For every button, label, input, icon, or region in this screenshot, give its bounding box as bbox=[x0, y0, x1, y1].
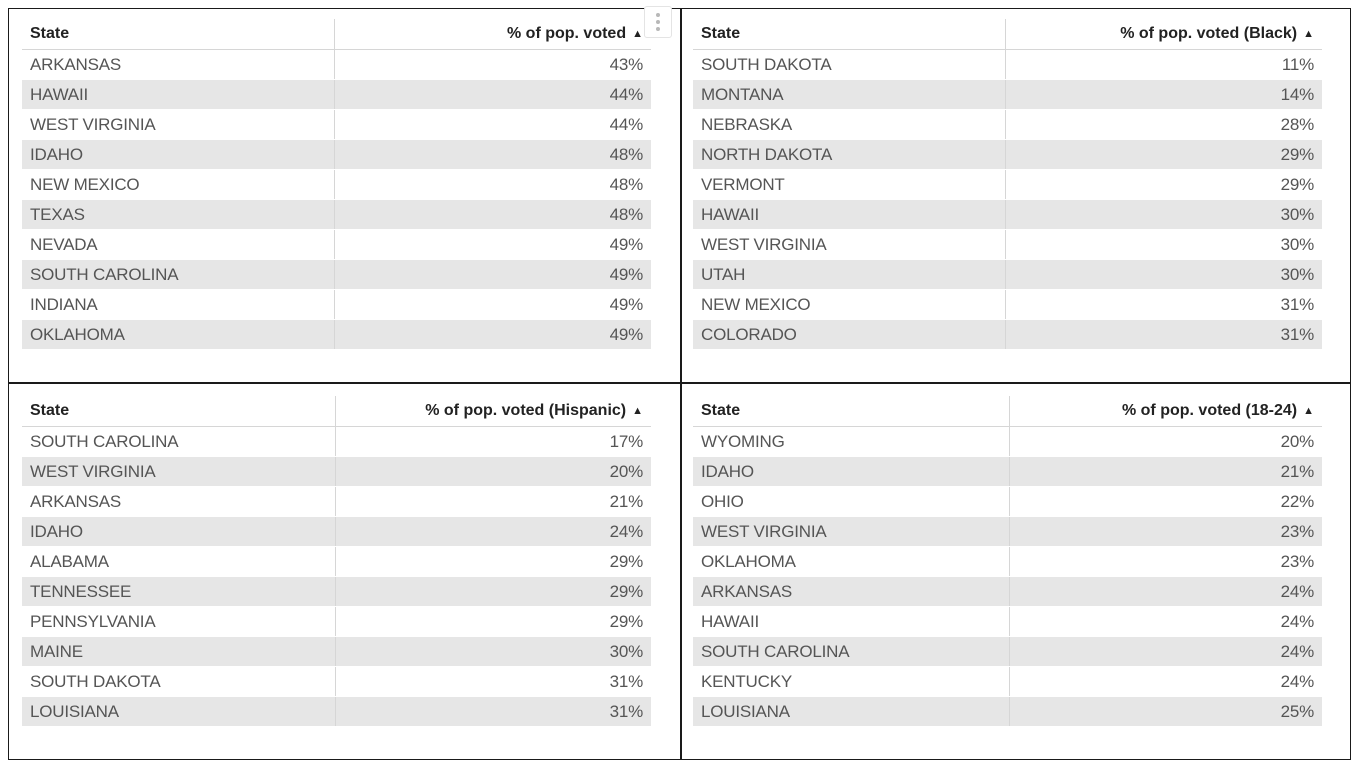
state-cell: MONTANA bbox=[693, 80, 1005, 110]
value-cell: 20% bbox=[335, 457, 651, 487]
data-table bbox=[22, 396, 651, 727]
state-cell: TEXAS bbox=[22, 200, 334, 230]
table-panel-18-24 bbox=[693, 396, 1322, 727]
vertical-divider bbox=[680, 9, 682, 759]
value-cell: 31% bbox=[1005, 320, 1322, 350]
value-cell: 24% bbox=[1009, 667, 1322, 697]
state-cell: WEST VIRGINIA bbox=[693, 517, 1009, 547]
state-cell: IDAHO bbox=[693, 457, 1009, 487]
table-row[interactable] bbox=[693, 457, 1322, 487]
value-cell: 31% bbox=[335, 697, 651, 727]
table-row[interactable] bbox=[22, 290, 651, 320]
table-row[interactable] bbox=[693, 110, 1322, 140]
value-cell: 25% bbox=[1009, 697, 1322, 727]
value-cell: 29% bbox=[335, 607, 651, 637]
table-row[interactable] bbox=[22, 260, 651, 290]
data-table bbox=[22, 19, 651, 350]
value-cell: 49% bbox=[334, 290, 651, 320]
value-cell: 30% bbox=[1005, 260, 1322, 290]
value-cell: 49% bbox=[334, 230, 651, 260]
state-cell: NEVADA bbox=[22, 230, 334, 260]
sort-ascending-icon[interactable]: ▲ bbox=[632, 405, 643, 417]
state-cell: LOUISIANA bbox=[693, 697, 1009, 727]
value-cell: 11% bbox=[1005, 50, 1322, 80]
column-header-label: % of pop. voted (Hispanic) bbox=[425, 402, 627, 419]
table-header-row bbox=[22, 19, 651, 50]
state-cell: WYOMING bbox=[693, 427, 1009, 457]
state-cell: ARKANSAS bbox=[693, 577, 1009, 607]
table-row[interactable] bbox=[693, 230, 1322, 260]
data-table bbox=[693, 19, 1322, 350]
table-row[interactable] bbox=[693, 80, 1322, 110]
state-cell: OKLAHOMA bbox=[693, 547, 1009, 577]
value-cell: 29% bbox=[1005, 170, 1322, 200]
value-cell: 44% bbox=[334, 110, 651, 140]
sort-ascending-icon[interactable]: ▲ bbox=[1303, 405, 1314, 417]
state-cell: OKLAHOMA bbox=[22, 320, 334, 350]
state-cell: VERMONT bbox=[693, 170, 1005, 200]
state-cell: LOUISIANA bbox=[22, 697, 335, 727]
state-cell: SOUTH DAKOTA bbox=[693, 50, 1005, 80]
state-cell: IDAHO bbox=[22, 140, 334, 170]
table-row[interactable] bbox=[22, 577, 651, 607]
table-row[interactable] bbox=[22, 200, 651, 230]
value-cell: 24% bbox=[1009, 577, 1322, 607]
state-cell: INDIANA bbox=[22, 290, 334, 320]
table-row[interactable] bbox=[693, 547, 1322, 577]
state-cell: UTAH bbox=[693, 260, 1005, 290]
table-row[interactable] bbox=[693, 487, 1322, 517]
table-panel-total bbox=[22, 19, 651, 350]
state-cell: KENTUCKY bbox=[693, 667, 1009, 697]
table-row[interactable] bbox=[693, 50, 1322, 80]
sort-ascending-icon[interactable]: ▲ bbox=[1303, 28, 1314, 40]
column-header-state[interactable]: State bbox=[22, 396, 335, 427]
state-cell: SOUTH DAKOTA bbox=[22, 667, 335, 697]
value-cell: 31% bbox=[1005, 290, 1322, 320]
value-cell: 43% bbox=[334, 50, 651, 80]
value-cell: 20% bbox=[1009, 427, 1322, 457]
value-cell: 28% bbox=[1005, 110, 1322, 140]
column-header-value[interactable] bbox=[1005, 19, 1322, 50]
value-cell: 48% bbox=[334, 200, 651, 230]
value-cell: 24% bbox=[1009, 637, 1322, 667]
table-row[interactable] bbox=[693, 427, 1322, 457]
value-cell: 48% bbox=[334, 170, 651, 200]
value-cell: 17% bbox=[335, 427, 651, 457]
table-row[interactable] bbox=[22, 517, 651, 547]
state-cell: WEST VIRGINIA bbox=[22, 457, 335, 487]
state-cell: HAWAII bbox=[693, 607, 1009, 637]
table-row[interactable] bbox=[693, 697, 1322, 727]
table-header-row bbox=[22, 396, 651, 427]
table-row[interactable] bbox=[22, 170, 651, 200]
value-cell: 48% bbox=[334, 140, 651, 170]
table-row[interactable] bbox=[22, 50, 651, 80]
state-cell: NORTH DAKOTA bbox=[693, 140, 1005, 170]
state-cell: ARKANSAS bbox=[22, 487, 335, 517]
column-header-value[interactable] bbox=[335, 396, 651, 427]
table-row[interactable] bbox=[693, 607, 1322, 637]
table-header-row bbox=[693, 396, 1322, 427]
table-row[interactable] bbox=[693, 260, 1322, 290]
vertical-ellipsis-icon bbox=[656, 20, 660, 24]
column-header-value[interactable] bbox=[1009, 396, 1322, 427]
table-header-row bbox=[693, 19, 1322, 50]
table-row[interactable] bbox=[22, 547, 651, 577]
table-row[interactable] bbox=[693, 170, 1322, 200]
state-cell: TENNESSEE bbox=[22, 577, 335, 607]
value-cell: 30% bbox=[1005, 230, 1322, 260]
table-row[interactable] bbox=[22, 667, 651, 697]
value-cell: 24% bbox=[335, 517, 651, 547]
value-cell: 44% bbox=[334, 80, 651, 110]
state-cell: MAINE bbox=[22, 637, 335, 667]
value-cell: 21% bbox=[335, 487, 651, 517]
state-cell: SOUTH CAROLINA bbox=[22, 260, 334, 290]
value-cell: 49% bbox=[334, 320, 651, 350]
state-cell: NEBRASKA bbox=[693, 110, 1005, 140]
table-row[interactable] bbox=[693, 577, 1322, 607]
table-row[interactable] bbox=[22, 230, 651, 260]
state-cell: OHIO bbox=[693, 487, 1009, 517]
column-header-label: % of pop. voted (18-24) bbox=[1121, 402, 1298, 419]
table-row[interactable] bbox=[693, 637, 1322, 667]
table-row[interactable] bbox=[693, 517, 1322, 547]
vertical-ellipsis-icon bbox=[656, 13, 660, 17]
horizontal-divider bbox=[9, 382, 1350, 384]
column-header-state[interactable]: State bbox=[22, 19, 334, 50]
state-cell: NEW MEXICO bbox=[693, 290, 1005, 320]
state-cell: COLORADO bbox=[693, 320, 1005, 350]
table-row[interactable] bbox=[22, 80, 651, 110]
value-cell: 29% bbox=[1005, 140, 1322, 170]
column-header-label: % of pop. voted (Black) bbox=[1120, 25, 1298, 42]
table-row[interactable] bbox=[22, 607, 651, 637]
value-cell: 49% bbox=[334, 260, 651, 290]
state-cell: ALABAMA bbox=[22, 547, 335, 577]
column-header-value[interactable] bbox=[334, 19, 651, 50]
table-row[interactable] bbox=[693, 667, 1322, 697]
table-row[interactable] bbox=[693, 200, 1322, 230]
state-cell: WEST VIRGINIA bbox=[22, 110, 334, 140]
data-table bbox=[693, 396, 1322, 727]
table-row[interactable] bbox=[693, 290, 1322, 320]
value-cell: 30% bbox=[335, 637, 651, 667]
column-header-state[interactable]: State bbox=[693, 396, 1009, 427]
value-cell: 24% bbox=[1009, 607, 1322, 637]
table-row[interactable] bbox=[22, 110, 651, 140]
column-header-state[interactable]: State bbox=[693, 19, 1005, 50]
value-cell: 29% bbox=[335, 577, 651, 607]
state-cell: IDAHO bbox=[22, 517, 335, 547]
value-cell: 29% bbox=[335, 547, 651, 577]
value-cell: 14% bbox=[1005, 80, 1322, 110]
table-row[interactable] bbox=[22, 457, 651, 487]
table-row[interactable] bbox=[22, 140, 651, 170]
sort-ascending-icon[interactable]: ▲ bbox=[632, 28, 643, 40]
value-cell: 30% bbox=[1005, 200, 1322, 230]
state-cell: HAWAII bbox=[22, 80, 334, 110]
table-row[interactable] bbox=[693, 140, 1322, 170]
state-cell: ARKANSAS bbox=[22, 50, 334, 80]
state-cell: NEW MEXICO bbox=[22, 170, 334, 200]
table-row[interactable] bbox=[22, 697, 651, 727]
table-row[interactable] bbox=[22, 320, 651, 350]
table-row[interactable] bbox=[22, 637, 651, 667]
table-panel-black bbox=[693, 19, 1322, 350]
vertical-ellipsis-icon bbox=[656, 27, 660, 31]
table-row[interactable] bbox=[22, 487, 651, 517]
value-cell: 21% bbox=[1009, 457, 1322, 487]
value-cell: 23% bbox=[1009, 517, 1322, 547]
column-header-label: % of pop. voted bbox=[507, 25, 627, 42]
table-row[interactable] bbox=[693, 320, 1322, 350]
table-panel-hispanic bbox=[22, 396, 651, 727]
state-cell: PENNSYLVANIA bbox=[22, 607, 335, 637]
state-cell: SOUTH CAROLINA bbox=[22, 427, 335, 457]
value-cell: 23% bbox=[1009, 547, 1322, 577]
table-row[interactable] bbox=[22, 427, 651, 457]
state-cell: SOUTH CAROLINA bbox=[693, 637, 1009, 667]
state-cell: HAWAII bbox=[693, 200, 1005, 230]
value-cell: 22% bbox=[1009, 487, 1322, 517]
more-options-button[interactable] bbox=[644, 6, 672, 38]
state-cell: WEST VIRGINIA bbox=[693, 230, 1005, 260]
value-cell: 31% bbox=[335, 667, 651, 697]
